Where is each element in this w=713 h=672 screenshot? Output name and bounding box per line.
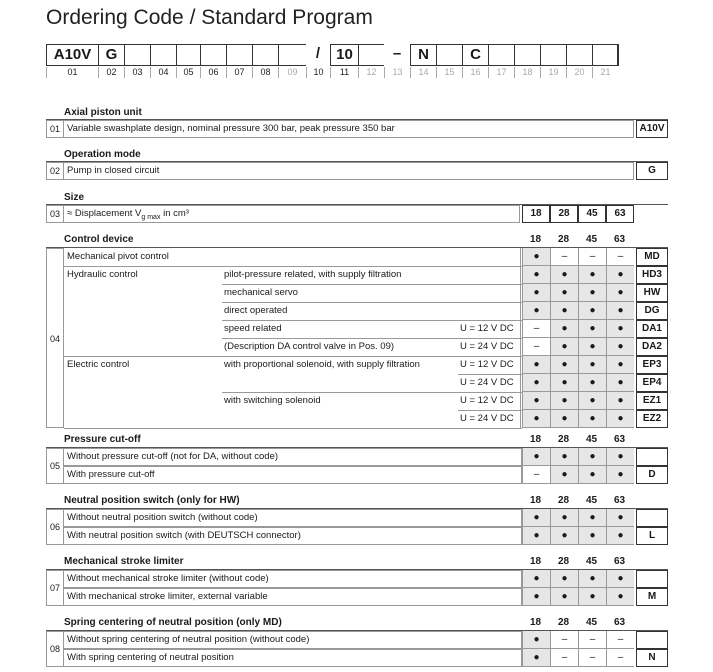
availability-cell: ● (522, 266, 550, 284)
code-box-10: / (315, 45, 321, 62)
code-box-07 (226, 44, 252, 66)
code-box-18 (514, 44, 540, 66)
code-position-13: 13 (384, 67, 410, 78)
row-separator (222, 302, 522, 303)
size-header-18: 18 (529, 495, 542, 506)
row-text: With pressure cut-off (63, 466, 522, 484)
code-position-14: 14 (410, 67, 436, 78)
position-number: 02 (46, 162, 64, 180)
availability-cell: ● (550, 374, 578, 392)
availability-cell: ● (550, 338, 578, 356)
option-code: EZ1 (636, 392, 668, 410)
code-position-04: 04 (150, 67, 176, 78)
availability-cell: ● (522, 570, 550, 588)
availability-cell: ● (606, 266, 634, 284)
section-heading-spring: Spring centering of neutral position (only MD) (64, 617, 282, 628)
size-header-63: 63 (613, 234, 626, 245)
availability-cell: ● (606, 448, 634, 466)
availability-cell: – (550, 649, 578, 667)
row-separator (64, 428, 522, 429)
row-separator (222, 392, 522, 393)
size-header-63: 63 (613, 617, 626, 628)
code-box-08 (252, 44, 278, 66)
availability-cell: ● (606, 588, 634, 606)
availability-cell: ● (578, 509, 606, 527)
availability-cell: ● (578, 302, 606, 320)
availability-cell: ● (522, 588, 550, 606)
row-text: With neutral position switch (with DEUTSCH connector) (63, 527, 522, 545)
code-box-11: 10 (330, 44, 358, 66)
code-box-19 (540, 44, 566, 66)
code-position-07: 07 (226, 67, 252, 78)
row-text: Without mechanical stroke limiter (without code) (63, 570, 522, 588)
option-code: L (636, 527, 668, 545)
size-header-18: 18 (529, 234, 542, 245)
code-box-17 (488, 44, 514, 66)
row-text: Without pressure cut-off (not for DA, without code) (63, 448, 522, 466)
code-position-09: 09 (278, 67, 306, 78)
row-separator (222, 320, 522, 321)
code-position-05: 05 (176, 67, 200, 78)
code-position-20: 20 (566, 67, 592, 78)
code-box-16: C (462, 44, 488, 66)
option-code: EP4 (636, 374, 668, 392)
size-header-28: 28 (557, 617, 570, 628)
availability-cell: ● (606, 570, 634, 588)
availability-cell: ● (550, 588, 578, 606)
code-box-05 (176, 44, 200, 66)
option-code: DG (636, 302, 668, 320)
size-header-63: 63 (613, 495, 626, 506)
section-heading-operation: Operation mode (64, 149, 141, 160)
availability-cell: ● (522, 509, 550, 527)
availability-cell: ● (578, 374, 606, 392)
position-number: 01 (46, 120, 64, 138)
code-position-03: 03 (124, 67, 150, 78)
code-box-14: N (410, 44, 436, 66)
code-position-08: 08 (252, 67, 278, 78)
code-position-01: 01 (46, 67, 98, 78)
availability-cell: ● (522, 649, 550, 667)
control-variant: (Description DA control valve in Pos. 09) (224, 341, 395, 352)
availability-cell: – (578, 649, 606, 667)
availability-cell: ● (578, 466, 606, 484)
control-voltage: U = 12 V DC (460, 395, 514, 406)
availability-cell: ● (578, 284, 606, 302)
size-option-45: 45 (578, 205, 606, 223)
option-code: M (636, 588, 668, 606)
code-position-15: 15 (436, 67, 462, 78)
control-type: Hydraulic control (67, 269, 138, 280)
code-box-09 (278, 44, 306, 66)
availability-cell: – (550, 248, 578, 266)
option-code: HD3 (636, 266, 668, 284)
code-box-20 (566, 44, 592, 66)
row-separator (458, 374, 522, 375)
section-heading-axial: Axial piston unit (64, 107, 142, 118)
availability-cell: ● (550, 466, 578, 484)
availability-cell: ● (578, 392, 606, 410)
code-position-12: 12 (358, 67, 384, 78)
option-code (636, 570, 668, 588)
code-position-16: 16 (462, 67, 488, 78)
row-text: Without spring centering of neutral position (without code) (63, 631, 522, 649)
availability-cell: ● (522, 392, 550, 410)
availability-cell: ● (550, 302, 578, 320)
section-heading-stroke: Mechanical stroke limiter (64, 556, 184, 567)
control-variant: mechanical servo (224, 287, 298, 298)
availability-cell: ● (578, 320, 606, 338)
row-separator (64, 266, 522, 267)
availability-cell: ● (578, 266, 606, 284)
option-code: A10V (636, 120, 668, 138)
displacement-subscript: g max (141, 213, 161, 221)
availability-cell: – (606, 649, 634, 667)
availability-cell: ● (578, 588, 606, 606)
control-voltage: U = 24 V DC (460, 413, 514, 424)
row-text: Variable swashplate design, nominal pressure 300 bar, peak pressure 350 bar (63, 120, 634, 138)
control-voltage: U = 24 V DC (460, 377, 514, 388)
option-code: MD (636, 248, 668, 266)
displacement-unit: in cm³ (160, 208, 189, 219)
control-variant: with switching solenoid (224, 395, 321, 406)
availability-cell: ● (550, 410, 578, 428)
availability-cell: ● (578, 410, 606, 428)
control-variant: speed related (224, 323, 282, 334)
availability-cell: – (606, 248, 634, 266)
availability-cell: – (578, 631, 606, 649)
option-code: EZ2 (636, 410, 668, 428)
availability-cell: ● (606, 410, 634, 428)
availability-cell: ● (606, 509, 634, 527)
availability-cell: ● (578, 527, 606, 545)
availability-cell: ● (578, 570, 606, 588)
column-divider (520, 248, 521, 428)
size-header-28: 28 (557, 234, 570, 245)
position-number: 05 (46, 448, 64, 484)
code-position-06: 06 (200, 67, 226, 78)
position-number: 08 (46, 631, 64, 667)
option-code: G (636, 162, 668, 180)
position-number: 03 (46, 205, 64, 223)
row-text (63, 205, 520, 223)
size-header-18: 18 (529, 434, 542, 445)
size-header-45: 45 (585, 556, 598, 567)
code-position-19: 19 (540, 67, 566, 78)
option-code: DA1 (636, 320, 668, 338)
row-separator (222, 338, 522, 339)
code-box-04 (150, 44, 176, 66)
availability-cell: ● (606, 374, 634, 392)
availability-cell: ● (550, 320, 578, 338)
availability-cell: ● (578, 338, 606, 356)
row-separator (222, 284, 522, 285)
option-code: N (636, 649, 668, 667)
availability-cell: ● (550, 356, 578, 374)
option-code (636, 448, 668, 466)
control-type: Electric control (67, 359, 130, 370)
row-text: With mechanical stroke limiter, external variable (63, 588, 522, 606)
position-number: 06 (46, 509, 64, 545)
row-text: With spring centering of neutral position (63, 649, 522, 667)
availability-cell: ● (522, 248, 550, 266)
section-heading-pressure: Pressure cut-off (64, 434, 141, 445)
code-box-06 (200, 44, 226, 66)
control-voltage: U = 24 V DC (460, 341, 514, 352)
availability-cell: ● (606, 527, 634, 545)
code-position-11: 11 (330, 67, 358, 78)
size-option-18: 18 (522, 205, 550, 223)
code-position-02: 02 (98, 67, 124, 78)
option-code (636, 509, 668, 527)
availability-cell: ● (550, 509, 578, 527)
availability-cell: ● (606, 356, 634, 374)
control-voltage: U = 12 V DC (460, 323, 514, 334)
availability-cell: – (550, 631, 578, 649)
control-variant: with proportional solenoid, with supply filtration (224, 359, 420, 370)
availability-cell: ● (578, 356, 606, 374)
availability-cell: ● (550, 527, 578, 545)
availability-cell: ● (522, 631, 550, 649)
code-box-02: G (98, 44, 124, 66)
size-option-63: 63 (606, 205, 634, 223)
option-code: D (636, 466, 668, 484)
row-text: Pump in closed circuit (63, 162, 634, 180)
availability-cell: ● (550, 284, 578, 302)
option-code: EP3 (636, 356, 668, 374)
size-header-45: 45 (585, 617, 598, 628)
section-heading-neutral: Neutral position switch (only for HW) (64, 495, 240, 506)
code-box-13: – (392, 45, 402, 62)
control-variant: direct operated (224, 305, 288, 316)
code-position-10: 10 (306, 67, 330, 78)
availability-cell: – (578, 248, 606, 266)
size-header-28: 28 (557, 434, 570, 445)
option-code: HW (636, 284, 668, 302)
availability-cell: ● (522, 527, 550, 545)
availability-cell: – (606, 631, 634, 649)
control-variant: pilot-pressure related, with supply filtration (224, 269, 402, 280)
availability-cell: ● (550, 570, 578, 588)
page-title: Ordering Code / Standard Program (46, 6, 373, 29)
availability-cell: – (522, 320, 550, 338)
code-position-18: 18 (514, 67, 540, 78)
code-box-15 (436, 44, 462, 66)
availability-cell: ● (522, 410, 550, 428)
control-type: Mechanical pivot control (67, 251, 169, 262)
option-code: DA2 (636, 338, 668, 356)
availability-cell: ● (578, 448, 606, 466)
availability-cell: – (522, 338, 550, 356)
size-header-45: 45 (585, 495, 598, 506)
code-box-12 (358, 44, 384, 66)
availability-cell: ● (550, 392, 578, 410)
availability-cell: ● (606, 338, 634, 356)
section-heading-control: Control device (64, 234, 134, 245)
availability-cell: ● (606, 320, 634, 338)
code-box-01: A10V (46, 44, 98, 66)
option-code (636, 631, 668, 649)
availability-cell: ● (550, 266, 578, 284)
code-position-17: 17 (488, 67, 514, 78)
position-number: 04 (46, 248, 64, 428)
availability-cell: ● (522, 374, 550, 392)
size-header-18: 18 (529, 556, 542, 567)
row-separator (64, 356, 522, 357)
control-voltage: U = 12 V DC (460, 359, 514, 370)
size-header-45: 45 (585, 434, 598, 445)
code-box-21 (592, 44, 618, 66)
size-header-18: 18 (529, 617, 542, 628)
availability-cell: ● (522, 284, 550, 302)
size-header-28: 28 (557, 495, 570, 506)
section-heading-size: Size (64, 192, 85, 203)
code-position-21: 21 (592, 67, 618, 78)
availability-cell: ● (522, 356, 550, 374)
size-header-45: 45 (585, 234, 598, 245)
code-row-end (618, 44, 619, 66)
availability-cell: ● (606, 284, 634, 302)
row-text: Without neutral position switch (without code) (63, 509, 522, 527)
code-box-03 (124, 44, 150, 66)
position-number: 07 (46, 570, 64, 606)
availability-cell: ● (606, 466, 634, 484)
size-header-28: 28 (557, 556, 570, 567)
availability-cell: – (522, 466, 550, 484)
availability-cell: ● (606, 302, 634, 320)
availability-cell: ● (522, 302, 550, 320)
size-option-28: 28 (550, 205, 578, 223)
availability-cell: ● (550, 448, 578, 466)
row-separator (458, 410, 522, 411)
availability-cell: ● (522, 448, 550, 466)
availability-cell: ● (606, 392, 634, 410)
displacement-label: ≈ Displacement V (67, 208, 142, 219)
size-header-63: 63 (613, 556, 626, 567)
size-header-63: 63 (613, 434, 626, 445)
